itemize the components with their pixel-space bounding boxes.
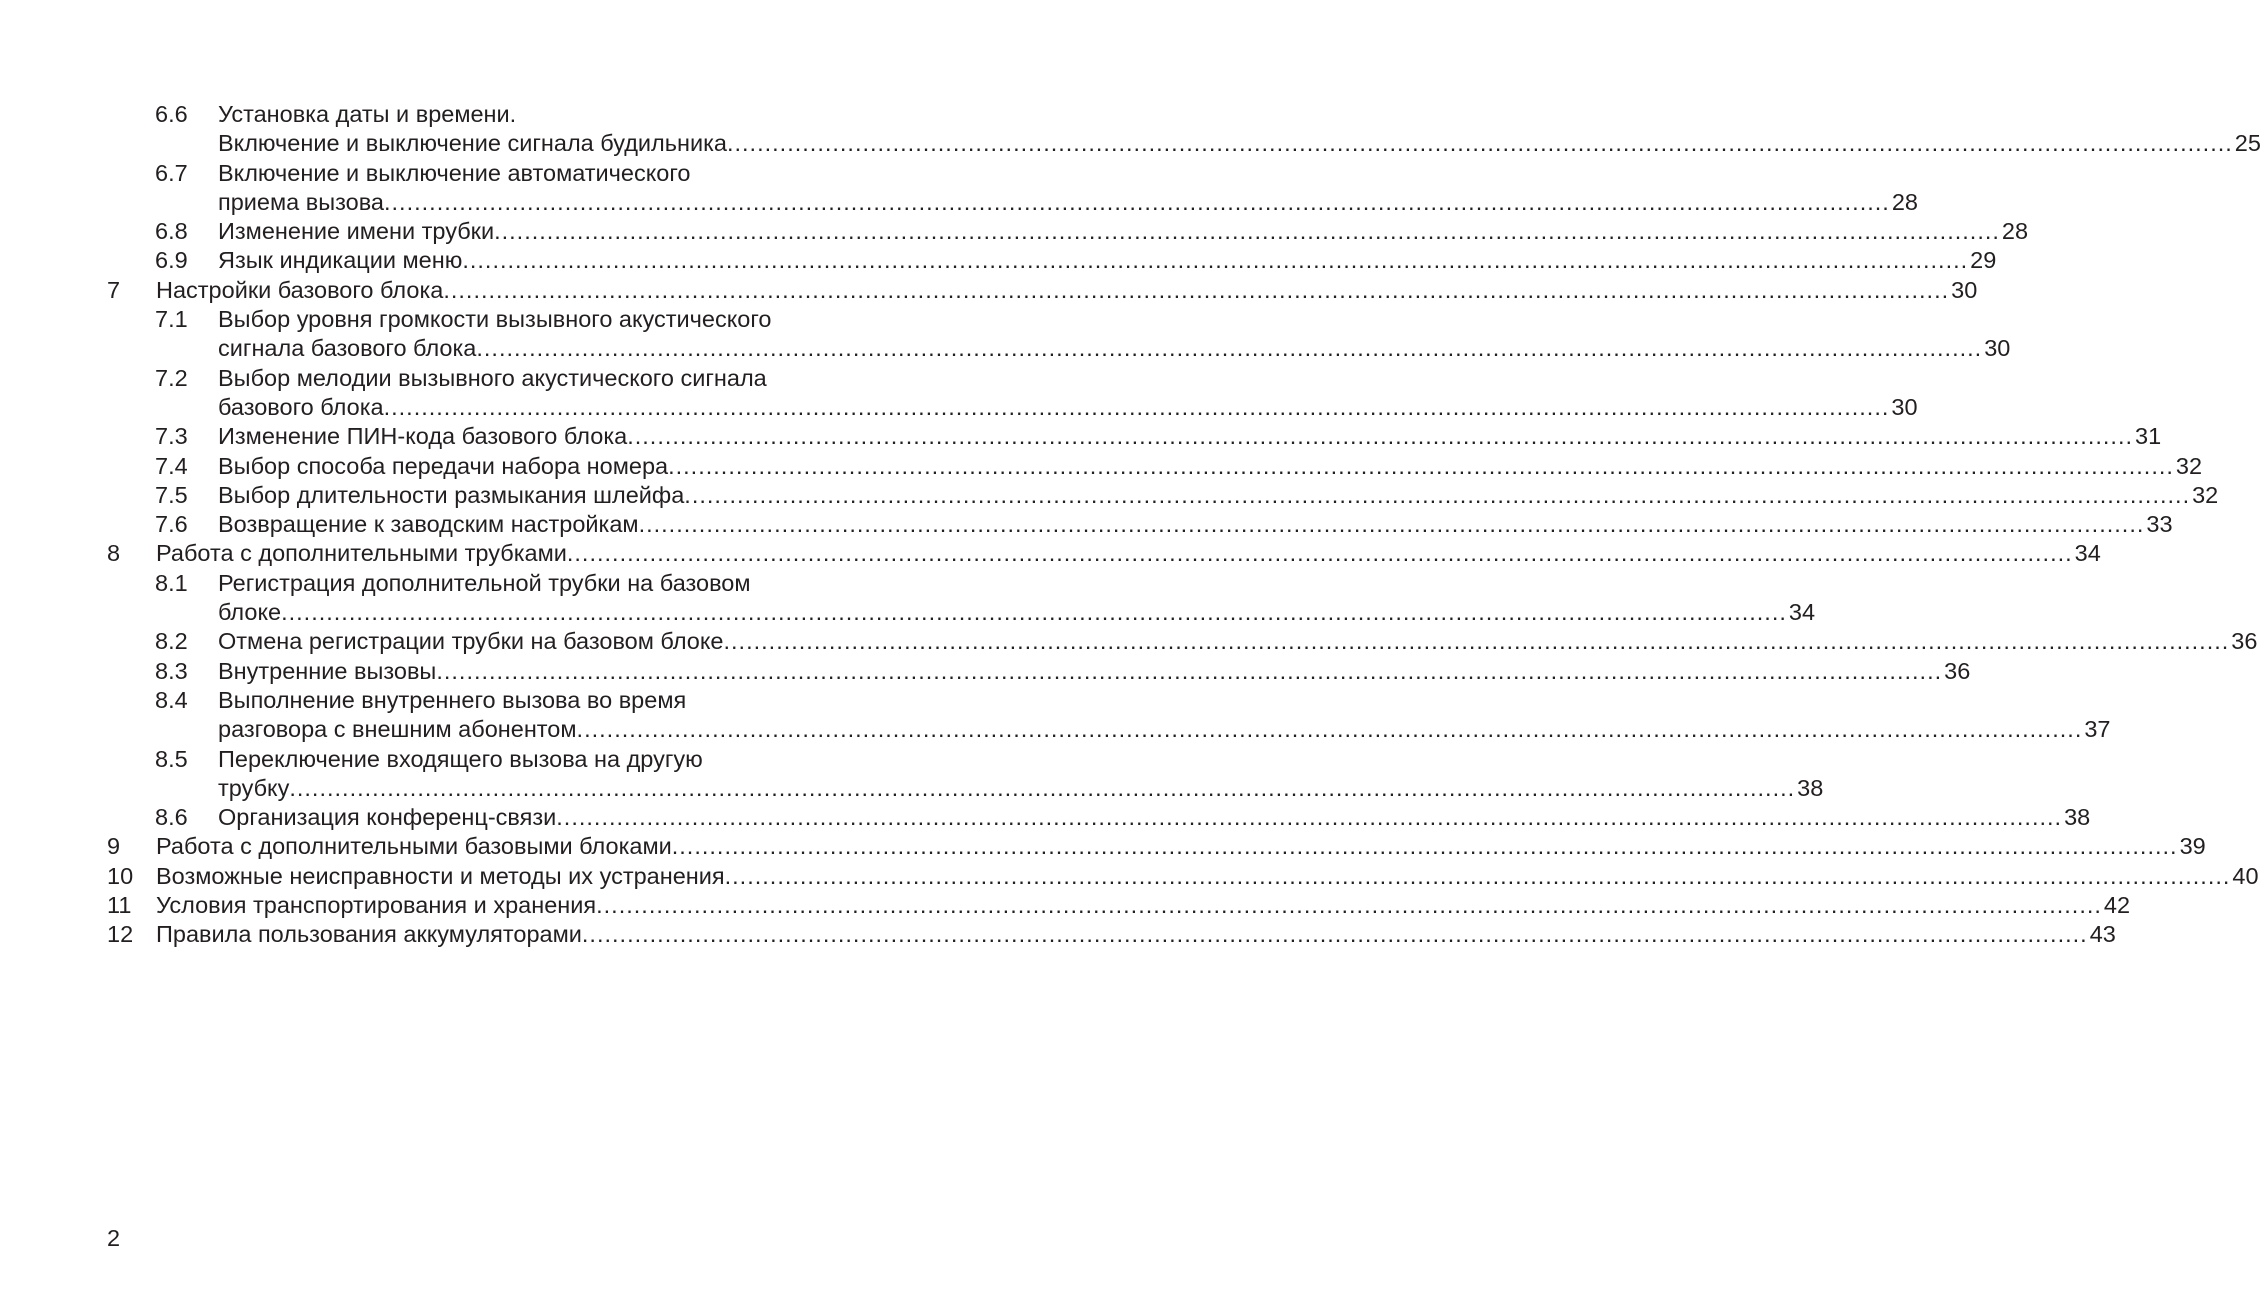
toc-entry-number: 8.3	[155, 657, 188, 684]
toc-entry-page: 30	[1984, 335, 2011, 362]
toc-entry-body	[218, 481, 2219, 510]
toc-entry-title: Язык индикации меню	[218, 247, 463, 274]
toc-entry-page: 32	[2175, 452, 2203, 479]
toc-entry-number: 11	[107, 892, 132, 919]
toc-entry-number: 7.2	[155, 364, 188, 391]
dot-leader: ........................................................................................................................................................................................................	[668, 452, 2174, 479]
toc-entry-title: Возможные неисправности и методы их устранения	[156, 862, 725, 889]
toc-entry-number: 6.8	[155, 218, 188, 245]
toc-entry-page: 30	[1891, 393, 1918, 420]
toc-entry-body	[156, 862, 2259, 891]
toc-entry-number: 7.1	[155, 306, 188, 333]
toc-entry-title: Выбор уровня громкости вызывного акустического	[218, 306, 772, 333]
toc-entry-body	[218, 686, 844, 715]
toc-entry-line[interactable]	[0, 891, 2131, 920]
dot-leader: ........................................................................................................................................................................................................	[723, 628, 2230, 655]
toc-entry-title: блоке	[218, 599, 282, 626]
toc-entry-line[interactable]	[0, 920, 2116, 949]
toc-entry-title: Внутренние вызовы	[218, 657, 437, 684]
toc-entry-body	[218, 334, 2011, 363]
dot-leader: ........................................................................................................................................................................................................	[581, 921, 2088, 948]
toc-entry-body	[218, 657, 1971, 686]
toc-entry-line[interactable]	[0, 832, 2206, 861]
toc-entry-line	[0, 305, 954, 334]
toc-entry-body	[218, 188, 1918, 217]
toc-entry-body	[218, 364, 844, 393]
dot-leader: ........................................................................................................................................................................................................	[726, 130, 2233, 157]
toc-entry-line[interactable]	[0, 422, 2162, 451]
toc-entry-line[interactable]	[0, 129, 2261, 158]
toc-entry-title: трубку	[218, 774, 290, 801]
toc-entry-body	[218, 774, 1824, 803]
dot-leader: ........................................................................................................................................................................................................	[596, 892, 2102, 919]
toc-entry-number: 6.7	[155, 159, 188, 186]
toc-entry-number: 10	[107, 862, 134, 889]
dot-leader: ........................................................................................................................................................................................................	[383, 393, 1890, 420]
toc-entry-line	[0, 364, 954, 393]
toc-entry-title: Изменение имени трубки	[218, 218, 495, 245]
toc-entry-body	[156, 276, 1978, 305]
toc-entry-title: Работа с дополнительными базовыми блоками	[156, 833, 672, 860]
toc-entry-body	[218, 305, 844, 334]
toc-entry-page: 28	[2001, 218, 2029, 245]
toc-entry-number: 12	[107, 921, 134, 948]
toc-entry-line	[0, 100, 954, 129]
toc-entry-page: 34	[1788, 599, 1816, 626]
toc-entry-line[interactable]	[0, 217, 2029, 246]
toc-entry-line	[0, 569, 954, 598]
dot-leader: ........................................................................................................................................................................................................	[476, 335, 1983, 362]
toc-entry-number: 8.1	[155, 569, 188, 596]
toc-entry-line[interactable]	[0, 774, 1824, 803]
toc-entry-line[interactable]	[0, 627, 2258, 656]
toc-entry-line[interactable]	[0, 481, 2219, 510]
toc-entry-body	[218, 627, 2258, 656]
toc-entry-line[interactable]	[0, 715, 2111, 744]
toc-entry-page: 33	[2146, 511, 2173, 538]
toc-entry-title: Установка даты и времени.	[218, 101, 517, 127]
toc-entry-page: 40	[2232, 862, 2259, 889]
toc-entry-body	[218, 422, 2162, 451]
toc-entry-body	[218, 159, 844, 188]
toc-entry-title: Организация конференц-связи	[218, 804, 557, 831]
toc-entry-page: 30	[1951, 276, 1978, 303]
toc-entry-number: 7.6	[155, 511, 188, 538]
toc-entry-body	[218, 393, 1918, 422]
toc-entry-body	[156, 891, 2131, 920]
toc-entry-line[interactable]	[0, 510, 2173, 539]
dot-leader: ........................................................................................................................................................................................................	[566, 540, 2073, 567]
table-of-contents	[0, 100, 2261, 950]
toc-entry-number: 8.4	[155, 686, 188, 713]
dot-leader: ........................................................................................................................................................................................................	[671, 833, 2178, 860]
toc-entry-body	[218, 246, 1997, 275]
toc-entry-title: Правила пользования аккумуляторами	[156, 921, 582, 948]
toc-entry-page: 42	[2103, 892, 2131, 919]
toc-entry-number: 6.6	[155, 101, 188, 127]
toc-entry-line[interactable]	[0, 598, 1816, 627]
toc-entry-line	[0, 745, 954, 774]
toc-entry-title: Возвращение к заводским настройкам	[218, 511, 639, 538]
toc-entry-title: разговора с внешним абонентом	[218, 716, 577, 743]
toc-entry-title: Включение и выключение сигнала будильника	[218, 130, 727, 157]
toc-entry-page: 36	[2231, 628, 2258, 655]
toc-entry-page: 38	[2064, 804, 2091, 831]
toc-entry-number: 9	[107, 833, 121, 860]
toc-entry-body	[218, 598, 1816, 627]
toc-entry-title: Отмена регистрации трубки на базовом блоке	[218, 628, 724, 655]
page-number: 2	[107, 1225, 121, 1251]
dot-leader: ........................................................................................................................................................................................................	[443, 276, 1950, 303]
toc-entry-body	[218, 217, 2029, 246]
toc-entry-page: 29	[1970, 247, 1997, 274]
toc-entry-line[interactable]	[0, 657, 1971, 686]
toc-entry-title: Выбор способа передачи набора номера	[218, 452, 669, 479]
dot-leader: ........................................................................................................................................................................................................	[289, 774, 1796, 801]
toc-entry-line	[0, 159, 954, 188]
toc-entry-number: 8.2	[155, 628, 188, 655]
toc-entry-body	[218, 100, 844, 129]
toc-entry-page: 36	[1944, 657, 1971, 684]
toc-entry-line[interactable]	[0, 452, 2203, 481]
toc-entry-body	[156, 920, 2116, 949]
dot-leader: ........................................................................................................................................................................................................	[462, 247, 1969, 274]
toc-entry-title: Включение и выключение автоматического	[218, 159, 691, 186]
toc-entry-line[interactable]	[0, 246, 1997, 275]
dot-leader: ........................................................................................................................................................................................................	[684, 481, 2191, 508]
toc-entry-number: 7.4	[155, 452, 188, 479]
dot-leader: ........................................................................................................................................................................................................	[384, 188, 1890, 215]
toc-entry-number: 8.6	[155, 804, 188, 831]
toc-entry-line[interactable]	[0, 862, 2259, 891]
toc-entry-page: 34	[2074, 540, 2101, 567]
toc-entry-title: Переключение входящего вызова на другую	[218, 745, 703, 772]
toc-entry-body	[156, 539, 2101, 568]
dot-leader: ........................................................................................................................................................................................................	[556, 804, 2063, 831]
toc-entry-line[interactable]	[0, 276, 1978, 305]
toc-entry-page: 43	[2089, 921, 2116, 948]
toc-entry-page: 28	[1891, 188, 1918, 215]
toc-entry-page: 31	[2135, 423, 2162, 450]
toc-entry-body	[218, 745, 844, 774]
toc-entry-title: сигнала базового блока	[218, 335, 477, 362]
toc-entry-body	[218, 803, 2091, 832]
toc-entry-body	[218, 452, 2203, 481]
toc-entry-line[interactable]	[0, 393, 1918, 422]
toc-entry-title: Изменение ПИН-кода базового блока	[218, 423, 628, 450]
toc-entry-number: 6.9	[155, 247, 188, 274]
toc-entry-title: Выбор мелодии вызывного акустического сигнала	[218, 364, 767, 391]
toc-entry-body	[218, 569, 844, 598]
toc-entry-title: Настройки базового блока	[156, 276, 444, 303]
toc-entry-number: 7.3	[155, 423, 188, 450]
toc-entry-line[interactable]	[0, 334, 2011, 363]
toc-entry-number: 7	[107, 276, 121, 303]
dot-leader: ........................................................................................................................................................................................................	[576, 716, 2083, 743]
dot-leader: ........................................................................................................................................................................................................	[724, 862, 2231, 889]
toc-entry-line[interactable]	[0, 188, 1918, 217]
toc-entry-number: 7.5	[155, 481, 188, 508]
dot-leader: ........................................................................................................................................................................................................	[627, 423, 2134, 450]
toc-entry-title: Условия транспортирования и хранения	[156, 892, 597, 919]
dot-leader: ........................................................................................................................................................................................................	[436, 657, 1943, 684]
toc-entry-page: 25	[2234, 130, 2261, 157]
toc-entry-line[interactable]	[0, 803, 2091, 832]
toc-entry-title: Работа с дополнительными трубками	[156, 540, 567, 567]
toc-entry-body	[218, 510, 2173, 539]
toc-entry-number: 8	[107, 540, 121, 567]
toc-entry-line	[0, 686, 954, 715]
toc-entry-page: 37	[2084, 716, 2111, 743]
dot-leader: ........................................................................................................................................................................................................	[494, 218, 2000, 245]
toc-entry-number: 8.5	[155, 745, 188, 772]
toc-entry-body	[218, 129, 2261, 158]
toc-entry-title: Регистрация дополнительной трубки на базовом	[218, 569, 751, 596]
toc-entry-body	[156, 832, 2206, 861]
toc-entry-title: Выбор длительности размыкания шлейфа	[218, 481, 685, 508]
dot-leader: ........................................................................................................................................................................................................	[638, 511, 2145, 538]
toc-entry-title: Выполнение внутреннего вызова во время	[218, 686, 687, 713]
dot-leader: ........................................................................................................................................................................................................	[281, 599, 1787, 626]
toc-entry-page: 38	[1797, 774, 1824, 801]
toc-entry-title: приема вызова	[218, 188, 384, 215]
toc-entry-page: 32	[2192, 481, 2219, 508]
toc-entry-page: 39	[2179, 833, 2206, 860]
toc-entry-title: базового блока	[218, 393, 384, 420]
toc-entry-line[interactable]	[0, 539, 2101, 568]
toc-entry-body	[218, 715, 2111, 744]
